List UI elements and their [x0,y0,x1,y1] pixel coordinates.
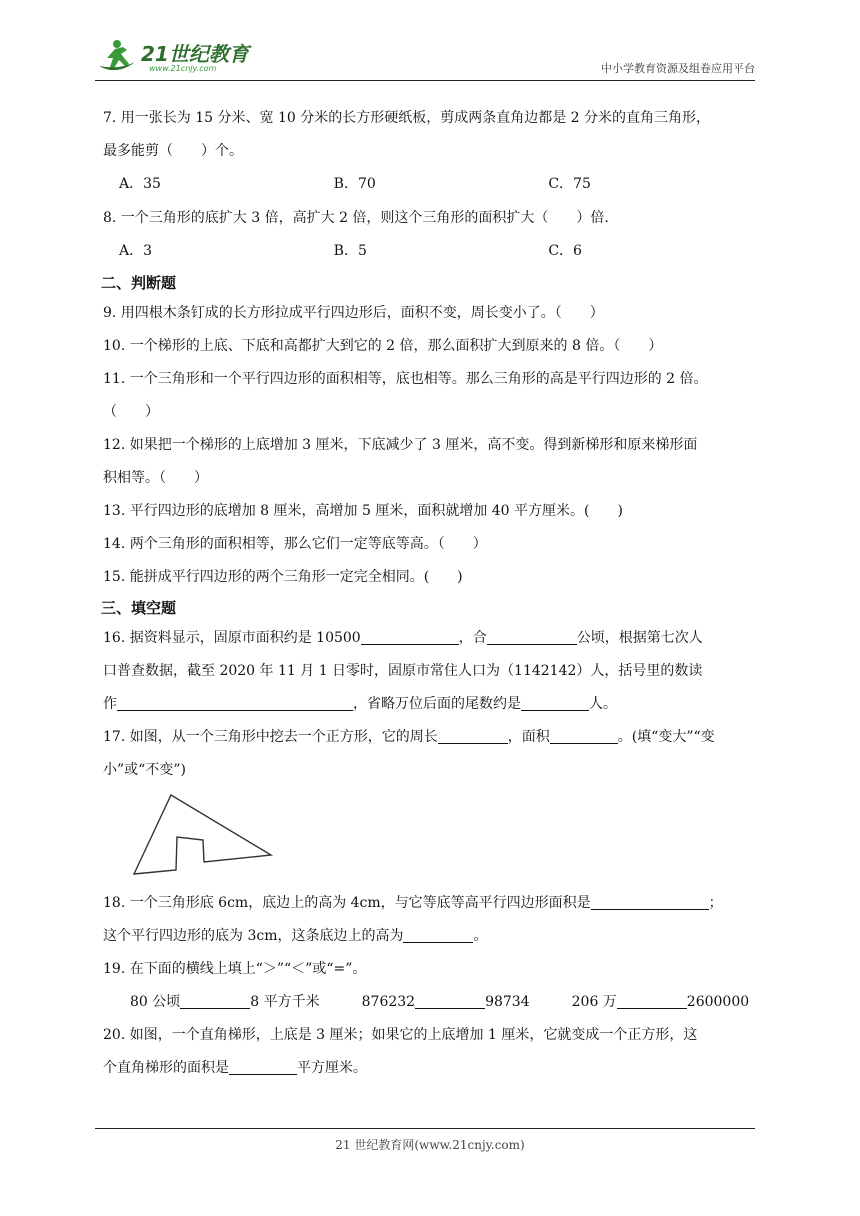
q18-text-d: 。 [473,928,488,944]
q19-blank-2[interactable] [415,990,485,1009]
footer-divider [95,1128,755,1129]
q17-line1 [103,721,763,754]
q12-line2: 积相等。（ ） [103,470,208,486]
q7-line1: 7. 用一张长为 15 分米、宽 10 分米的长方形硬纸板，剪成两条直角边都是 2 分米的直角三角形， [103,110,711,126]
q18-text-c: 这个平行四边形的底为 3cm，这条底边上的高为 [103,928,404,944]
q18-text-b: ； [708,895,723,911]
q15: 15. 能拼成平行四边形的两个三角形一定完全相同。( ) [103,569,463,585]
page-footer: 21 世纪教育网(www.21cnjy.com) [335,1138,525,1152]
section-fill-title: 三、填空题 [101,599,177,617]
q18-blank-1[interactable] [591,891,709,910]
q7-option-c: C．75 [548,176,591,192]
q17-line2: 小”或“不变”) [103,762,186,778]
exam-content [103,102,763,1085]
q16-text-f: 人。 [589,696,617,712]
q19-item1-right: 8 平方千米 [250,994,320,1010]
q8-line1: 8. 一个三角形的底扩大 3 倍，高扩大 2 倍，则这个三角形的面积扩大（ ）倍. [103,210,609,226]
logo-url: www.21cnjy.com [149,64,217,73]
q16-blank-1[interactable] [361,626,459,645]
q8-option-b: B．5 [333,243,367,259]
q20-line1: 20. 如图，一个直角梯形，上底是 3 厘米；如果它的上底增加 1 厘米，它就变成一个正方形，这 [103,1027,698,1043]
q16-text-c: 公顷，根据第七次人 [576,630,703,646]
q20-blank-1[interactable] [229,1056,297,1075]
q19-prompt: 19. 在下面的横线上填上“＞”“＜”或“=”。 [103,961,367,977]
triangle-with-square-cutout-figure [131,792,276,878]
q19-item2-left: 876232 [361,994,416,1010]
q19-blank-1[interactable] [180,990,250,1009]
q16-text-a: 16. 据资料显示，固原市面积约是 10500 [103,630,361,646]
q17-text-c: 。(填“变大”“变 [617,729,715,745]
q16-text-d: 作 [103,696,117,712]
q16-blank-4[interactable] [521,692,589,711]
q7-option-a: A．35 [119,176,161,192]
q7-option-b: B．70 [333,176,376,192]
q20-text-a: 个直角梯形的面积是 [103,1060,229,1076]
q20-line2 [103,1052,763,1085]
q16-blank-2[interactable] [487,626,577,645]
q16-blank-3[interactable] [117,692,353,711]
q17-blank-2[interactable] [550,725,618,744]
q18-line2 [103,920,763,953]
q13: 13. 平行四边形的底增加 8 厘米，高增加 5 厘米，面积就增加 40 平方厘米。( ) [103,503,623,519]
q16-line2: 口普查数据，截至 2020 年 11 月 1 日零时，固原市常住人口为（1142142）人，括号里的数读 [103,663,703,679]
q12-line1: 12. 如果把一个梯形的上底增加 3 厘米，下底减少了 3 厘米，高不变。得到新梯形和原来梯形面 [103,437,698,453]
q16-text-e: ，省略万位后面的尾数约是 [353,696,521,712]
q19-item3-left: 206 万 [571,994,617,1010]
logo-wordmark: 21世纪教育 [141,42,249,66]
q17-text-a: 17. 如图，从一个三角形中挖去一个正方形，它的周长 [103,729,438,745]
q18-blank-2[interactable] [403,924,473,943]
q19-item1-left: 80 公顷 [130,994,181,1010]
q9: 9. 用四根木条钉成的长方形拉成平行四边形后，面积不变，周长变小了。（ ） [103,305,604,321]
q19-blank-3[interactable] [617,990,687,1009]
q8-option-a: A．3 [119,243,153,259]
q8-option-c: C．6 [548,243,582,259]
q7-options [103,168,763,202]
q17-text-b: ，面积 [507,729,550,745]
q19-item3-right: 2600000 [686,994,750,1010]
page-header [95,34,755,81]
q16-text-b: ，合 [458,630,487,646]
header-platform-text: 中小学教育资源及组卷应用平台 [601,62,755,75]
q17-figure [103,787,763,887]
q17-blank-1[interactable] [438,725,508,744]
q16-line3 [103,688,763,721]
q18-line1 [103,887,763,920]
q7-line2: 最多能剪（ ）个。 [103,143,243,159]
section-judge-title: 二、判断题 [101,274,177,292]
q11-line2: （ ） [103,404,159,420]
q14: 14. 两个三角形的面积相等，那么它们一定等底等高。（ ） [103,536,487,552]
q19-compare-row [103,986,763,1019]
q16-line1 [103,622,763,655]
q20-text-b: 平方厘米。 [297,1060,367,1076]
q10: 10. 一个梯形的上底、下底和高都扩大到它的 2 倍，那么面积扩大到原来的 8 倍。（ ） [103,338,663,354]
q19-item2-right: 98734 [485,994,530,1010]
q18-text-a: 18. 一个三角形底 6cm，底边上的高为 4cm，与它等底等高平行四边形面积是 [103,895,591,911]
q8-options [103,235,763,269]
q11-line1: 11. 一个三角形和一个平行四边形的面积相等，底也相等。那么三角形的高是平行四边形的 2 倍。 [103,371,708,387]
